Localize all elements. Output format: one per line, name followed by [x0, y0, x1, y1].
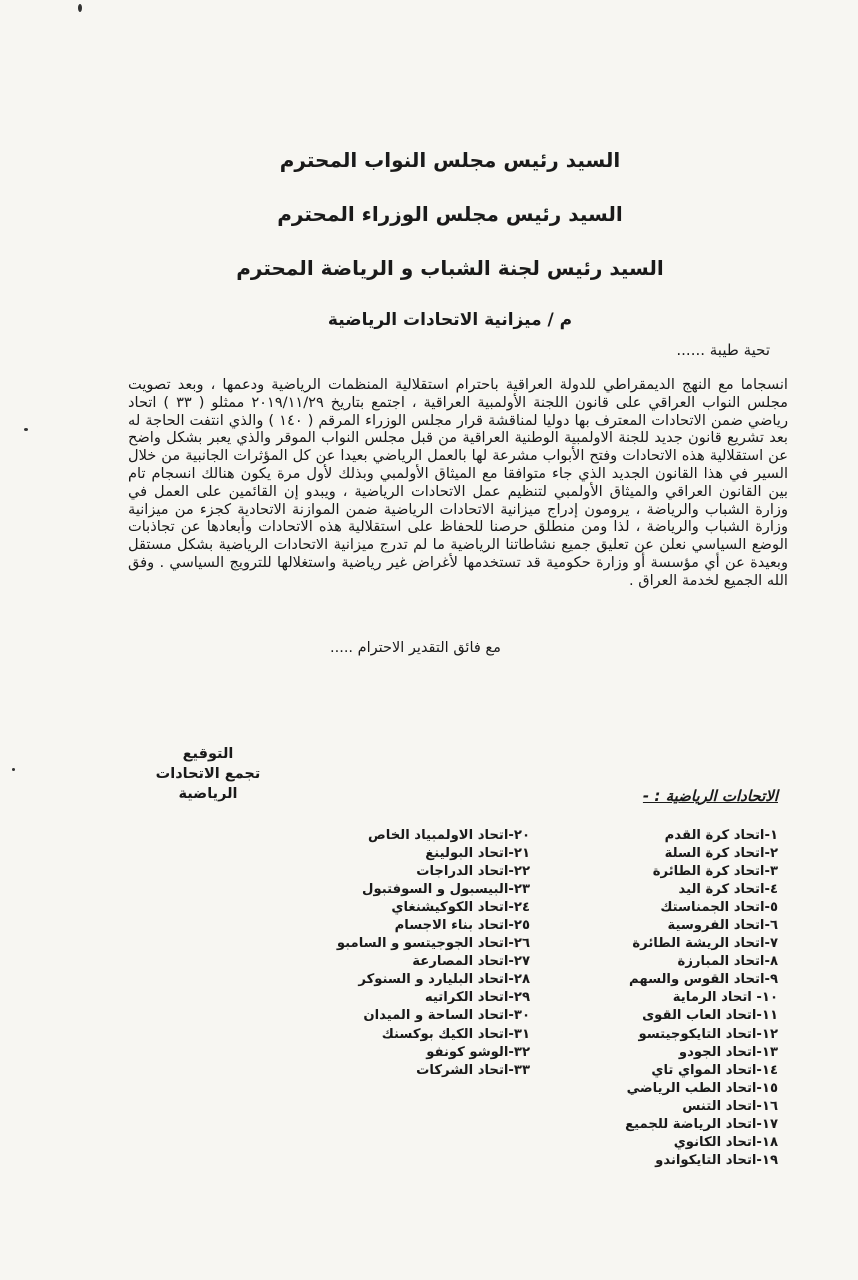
scan-speck: [78, 4, 82, 12]
federations-list-column-2: [330, 827, 530, 1080]
list-item: ١٦-اتحاد التنس: [682, 1098, 778, 1114]
list-item: ١٣-اتحاد الجودو: [678, 1044, 778, 1060]
federations-list-title: الاتحادات الرياضية : -: [642, 787, 778, 805]
list-item: ١٥-اتحاد الطب الرياضي: [626, 1080, 778, 1096]
scan-speck: [24, 428, 28, 431]
greeting: تحية طيبة ......: [676, 341, 770, 359]
list-item: ١١-اتحاد العاب القوى: [642, 1008, 778, 1024]
list-item: ١-اتحاد كرة القدم: [664, 828, 778, 843]
letter-body: انسجاما مع النهج الديمقراطي للدولة العراقية باحترام استقلالية المنظمات الرياضية ودعمها ، وبعد تصويت مجلس النواب العراقي على قانون اللجنة الأولمبية العراقية ، اجتمع بتاريخ ٢٠١٩/١١/٢٩ ممثلو ( ٣٣ ) اتحاد رياضي ضمن الاتحادات المعترف بها دوليا لمناقشة قرار مجلس الوزراء المرقم ( ١٤٠ ) والذي انتفت الحاجة له بعد تشريع قانون جديد للجنة الاولمبية الوطنية العراقية من قبل مجلس النواب الموقر والذي يعبر بشكل واضح عن استقلالية هذه الاتحادات وفتح الأبواب مشرعة لها بالعمل الرياضي بعيدا عن كل المؤثرات الجانبية من خلال السير في هذا القانون الجديد الذي جاء متوافقا مع الميثاق الأولمبي وبذلك لأول مرة يكون هنالك انسجام تام بين القانون العراقي والميثاق الأولمبي لتنظيم عمل الاتحادات الرياضية ، ويبدو إن القائمين على العمل في وزارة الشباب والرياضة ، يرومون إدراج ميزانية الاتحادات الرياضية ضمن الموازنة الاتحادية كجزء من ميزانية وزارة الشباب والرياضة ، لذا ومن منطلق حرصنا للحفاظ على استقلالية هذه الاتحادات وأبعادها عن تجاذبات الوضع السياسي نعلن عن تعليق جميع نشاطاتنا الرياضية ما لم تدرج ميزانية الاتحادات الرياضية بشكل مستقل وبعيدة عن أي مؤسسة أو وزارة حكومية قد تستخدمها لأغراض غير رياضية واستغلالها للترويج السياسي . وفق الله الجميع لخدمة العراق .: [128, 376, 788, 589]
list-item: ٢٦-اتحاد الجوجيتسو و السامبو: [336, 936, 530, 952]
addressee-youth-sports-committee: السيد رئيس لجنة الشباب و الرياضة المحترم: [236, 256, 664, 280]
list-item: ٣٣-اتحاد الشركات: [416, 1062, 530, 1078]
list-item: ٢٢-اتحاد الدراجات: [416, 864, 530, 880]
scan-speck: [12, 768, 15, 771]
signature-block: [128, 744, 288, 804]
list-item: ٢٣-البيسبول و السوفتبول: [362, 882, 530, 898]
federations-list-column-1: [518, 827, 778, 1170]
list-item: ١٧-اتحاد الرياضة للجميع: [625, 1116, 778, 1132]
list-item: ٢٧-اتحاد المصارعة: [412, 954, 530, 970]
list-item: ٣٢-الوشو كونفو: [426, 1044, 530, 1060]
signature-organization: تجمع الاتحادات الرياضية: [155, 766, 261, 802]
signature-label: التوقيع: [182, 746, 234, 762]
list-item: ٢٩-اتحاد الكراتيه: [424, 990, 530, 1006]
list-item: ١٠- اتحاد الرماية: [672, 990, 778, 1006]
list-item: ١٤-اتحاد المواي تاي: [651, 1062, 778, 1078]
list-item: ١٢-اتحاد التايكوجيتسو: [638, 1026, 778, 1042]
list-item: ٢٠-اتحاد الاولمبياد الخاص: [368, 828, 530, 843]
list-item: ٤-اتحاد كرة اليد: [678, 882, 778, 898]
list-item: ٢٤-اتحاد الكوكيشنغاي: [391, 900, 530, 916]
addressee-prime-minister: السيد رئيس مجلس الوزراء المحترم: [277, 202, 623, 226]
letter-subject: م / ميزانية الاتحادات الرياضية: [327, 310, 573, 330]
list-item: ٣٠-اتحاد الساحة و الميدان: [363, 1008, 530, 1024]
closing-line: مع فائق التقدير الاحترام .....: [330, 640, 501, 656]
list-item: ١٩-اتحاد التايكواندو: [655, 1152, 778, 1168]
list-item: ٧-اتحاد الريشة الطائرة: [632, 936, 778, 952]
letter-heading-block: [120, 148, 780, 330]
list-item: ٢-اتحاد كرة السلة: [664, 846, 778, 862]
list-item: ٣-اتحاد كرة الطائرة: [652, 864, 778, 880]
list-item: ١٨-اتحاد الكانوي: [673, 1134, 778, 1150]
addressee-parliament-speaker: السيد رئيس مجلس النواب المحترم: [279, 148, 621, 172]
list-item: ٢٥-اتحاد بناء الاجسام: [394, 918, 530, 934]
list-item: ٦-اتحاد الفروسية: [667, 918, 778, 934]
list-item: ٢٨-اتحاد البليارد و السنوكر: [358, 972, 530, 988]
list-item: ٩-اتحاد القوس والسهم: [629, 972, 778, 988]
list-item: ٢١-اتحاد البولينغ: [425, 846, 530, 862]
list-item: ٥-اتحاد الجمناستك: [660, 900, 778, 916]
list-item: ٣١-اتحاد الكيك بوكسنك: [381, 1026, 530, 1042]
list-item: ٨-اتحاد المبارزة: [677, 954, 778, 970]
